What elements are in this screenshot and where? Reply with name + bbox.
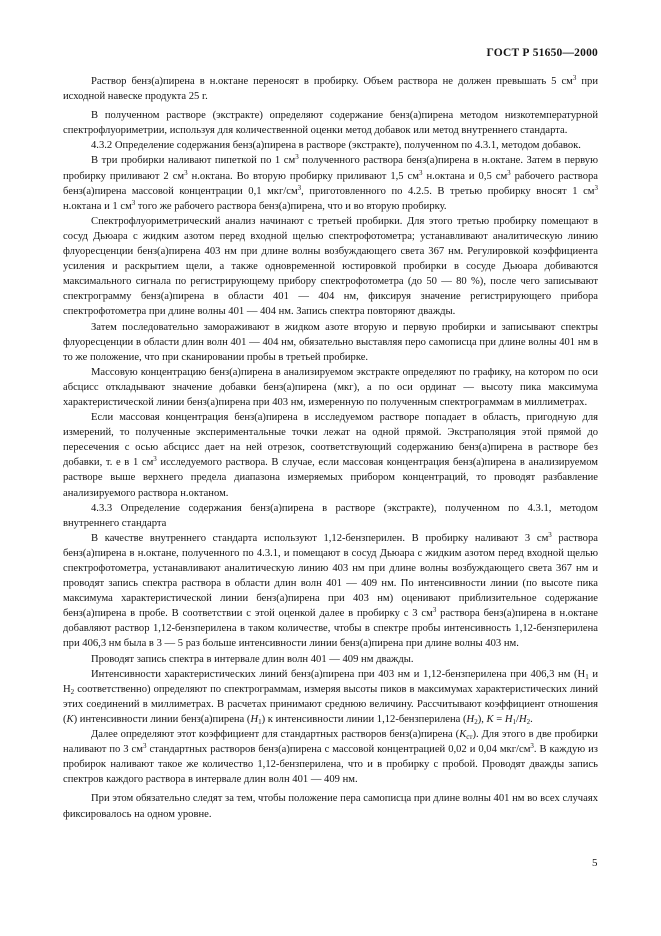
section-heading-4-3-3: 4.3.3 Определение содержания бенз(а)пирена в растворе (экстракте), полученном по 4.3.1, методом внутреннего стандарта [63, 502, 598, 529]
paragraph-5: Затем последовательно замораживают в жидком азоте вторую и первую пробирки и записывают спектры флуоресценции в области длин волн 401 — 404 нм, обязательно выставляя перо самописца при длине волны 401 нм в то же положение, что при сканировании пробы в третьей пробирке. [63, 321, 598, 363]
page-number: 5 [592, 857, 598, 869]
paragraph-12: При этом обязательно следят за тем, чтобы положение пера самописца при длине волны 401 нм во всех случаях фиксировалось на одном уровне. [63, 793, 598, 820]
paragraph-8: В качестве внутреннего стандарта используют 1,12-бензперилен. В пробирку наливают 3 $см^3$ раствора бенз(а)пирена в н.октане, полученного по 4.3.1, и помещают в сосуд Дьюара с жидким азотом перед входной щелью спектрофотометра, устанавливают аналитическую линию 403 нм при длине волны возбуждающего света 367 нм и проводят запись спектра раствора в области длин волн 401 — 409 нм. По интенсивности линии (по высоте пика максимума характеристической линии бенз(а)пирена при 403 нм) оценивают приблизительное содержание бенз(а)пирена в пробе. В соответствии с этой оценкой далее в пробирку с 3 $см^3$ раствора бенз(а)пирена в н.октане добавляют раствор 1,12-бензперилена в таком количестве, чтобы в спектре пробы интенсивность 1,12-бензперилена при 406,3 нм была в 3 — 5 раз больше интенсивности линии бенз(а)пирена при длине волны 403 нм. [63, 530, 598, 650]
paragraph-10: Интенсивности характеристических линий бенз(а)пирена при 403 нм и 1,12-бензперилена при 406,3 нм ($H_1$ и $H_2$ соответственно) определяют по спектрограммам, измеряя высоты пиков в максимумах характеристических линий этих соединений в миллиметрах. В расчетах принимают среднюю величину. Рассчитывают коэффициент отношения (K) интенсивности линии бенз(а)пирена $(H_1)$ к интенсивности линии 1,12-бензперилена $(H_2)$, $K = H_1/H_2$. [63, 668, 598, 726]
paragraph-7: Если массовая концентрация бенз(а)пирена в исследуемом растворе попадает в область, пригодную для измерений, то полученные экспериментальные точки лежат на одной прямой. Экстраполяция этой прямой до пересечения с осью абсцисс дает на ней отрезок, соответствующий содержанию бенз(а)пирена в растворе без добавки, т. е в 1 $см^3$ исследуемого раствора. В случае, если массовая концентрация бенз(а)пирена в анализируемом растворе выше верхнего предела диапазона измеряемых прибором концентраций, то проводят разбавление анализируемого раствора н.октаном. [63, 412, 598, 499]
section-heading-4-3-2: 4.3.2 Определение содержания бенз(а)пирена в растворе (экстракте), полученном по 4.3.1, методом добавок. [91, 140, 581, 152]
paragraph-2: В полученном растворе (экстракте) определяют содержание бенз(а)пирена методом низкотемпературной спектрофлуориметрии, используя для количественной оценки метод добавок или метод внутреннего стандарта. [63, 110, 598, 137]
paragraph-6: Массовую концентрацию бенз(а)пирена в анализируемом экстракте определяют по графику, на котором по оси абсцисс откладывают значение добавки бенз(а)пирена (мкг), а по оси ординат — высоту пика максимума характеристической линии бенз(а)пирена при 403 нм, измеренную по полученным спектрограммам в миллиметрах. [63, 366, 598, 408]
paragraph-9: Проводят запись спектра в интервале длин волн 401 — 409 нм дважды. [91, 653, 414, 665]
paragraph-4: Спектрофлуориметрический анализ начинают с третьей пробирки. Для этого третью пробирку помещают в сосуд Дьюара с жидким азотом перед входной щелью спектрофотометра; устанавливают аналитическую линию флуоресценции бенз(а)пирена 403 нм при длине волны возбуждающего света 367 нм. Регулировкой коэффициента усиления и раскрытием щели, а также одновременной юстировкой пробирки в сосуде Дьюара добиваются максимального сигнала по регистрирующему прибору спектрофотометра (до 50 — 80 %), после чего записывают спектрограмму бенз(а)пирена в области 401 — 404 нм, фиксируя значение регистрирующего прибора спектрофотометра при длине волны 401 — 404 нм. Запись спектра повторяют дважды. [63, 215, 598, 318]
document-body [63, 74, 598, 822]
paragraph-1: Раствор бенз(а)пирена в н.октане переносят в пробирку. Объем раствора не должен превышать 5 $см^3$ при исходной навеске продукта 25 г. [63, 74, 598, 103]
document-standard-header: ГОСТ Р 51650—2000 [486, 47, 598, 59]
paragraph-3: В три пробирки наливают пипеткой по 1 $см^3$ полученного раствора бенз(а)пирена в н.октане. Затем в первую пробирку приливают 2 $см^3$ н.октана. Во вторую пробирку приливают 1,5 $см^3$ н.октана и 0,5 $см^3$ рабочего раствора бенз(а)пирена массовой концентрации 0,1 мкг/$см^3$, приготовленного по 4.2.5. В третью пробирку вносят 1 $см^3$ н.октана и 1 $см^3$ того же рабочего раствора бенз(а)пирена, что и во вторую пробирку. [63, 153, 599, 212]
paragraph-11: Далее определяют этот коэффициент для стандартных растворов бенз(а)пирена $(K_{ст})$. Для этого в две пробирки наливают по 3 $см^3$ стандартных растворов бенз(а)пирена с массовой концентрацией 0,02 и 0,04 мкг/$см^3$. В каждую из пробирок наливают такое же количество 1,12-бензперилена, что и в пробирку с пробой. Проводят дважды запись спектров каждого раствора в интервале длин волн 401 — 409 нм. [63, 729, 598, 786]
